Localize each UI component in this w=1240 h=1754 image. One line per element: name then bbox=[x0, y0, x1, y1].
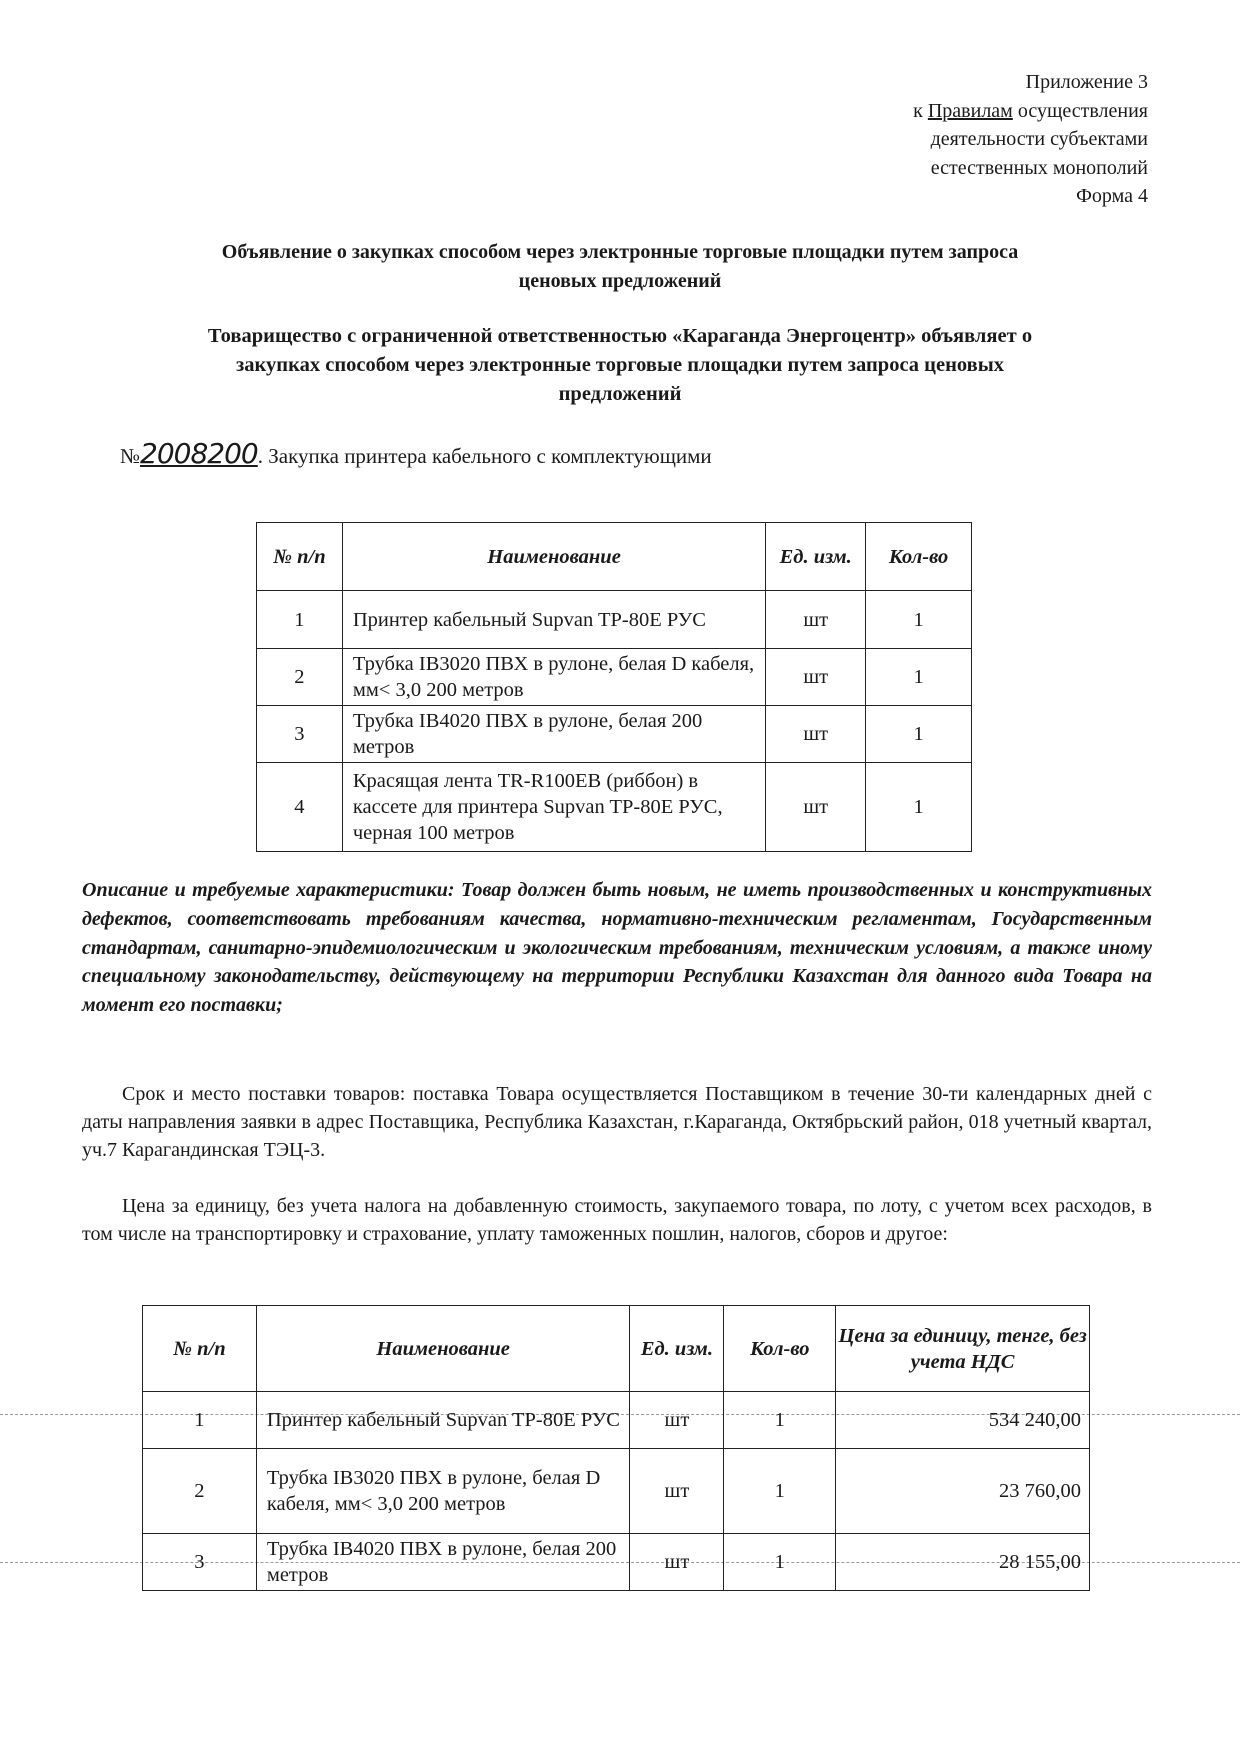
col-qty: Кол-во bbox=[866, 523, 972, 591]
table-header-row bbox=[143, 1306, 1090, 1392]
appendix-number: Приложение 3 bbox=[1025, 71, 1148, 93]
table-row: 3 Трубка IB4020 ПВХ в рулоне, белая 200 метров шт 1 28 155,00 bbox=[143, 1534, 1090, 1591]
document-title: Объявление о закупках способом через электронные торговые площадки путем запроса ценовых предложений bbox=[221, 241, 1019, 292]
table-row: 2 Трубка IB3020 ПВХ в рулоне, белая D кабеля, мм< 3,0 200 метров шт 1 23 760,00 bbox=[143, 1449, 1090, 1534]
announcement-text: Товарищество с ограниченной ответственностью «Караганда Энергоцентр» объявляет о закупках способом через электронные торговые площадки путем запроса ценовых предложений bbox=[207, 325, 1033, 405]
table-header-row bbox=[257, 523, 972, 591]
col-unit: Ед. изм. bbox=[766, 523, 866, 591]
appendix-rules-line: к Правилам осуществления bbox=[913, 99, 1148, 122]
table-row: 1 Принтер кабельный Supvan TP-80E РУС шт 1 bbox=[257, 591, 972, 649]
table-row: 1 Принтер кабельный Supvan TP-80E РУС шт 1 534 240,00 bbox=[143, 1392, 1090, 1449]
col-qty: Кол-во bbox=[724, 1306, 836, 1392]
price-intro: Цена за единицу, без учета налога на добавленную стоимость, закупаемого товара, по лоту, с учетом всех расходов, в том числе на транспортировку и страхование, уплату таможенных пошлин, налогов, сборов и другое: bbox=[82, 1195, 1152, 1245]
table-row: 4 Красящая лента TR-R100EB (риббон) в кассете для принтера Supvan TP-80E РУС, черная 100 метров шт 1 bbox=[257, 763, 972, 852]
appendix-line4: естественных монополий bbox=[930, 156, 1148, 179]
appendix-header bbox=[913, 68, 1148, 211]
procurement-number: 2008200 bbox=[140, 437, 258, 470]
price-table bbox=[142, 1305, 1090, 1591]
col-name: Наименование bbox=[256, 1306, 630, 1392]
appendix-line3: деятельности субъектами bbox=[930, 128, 1148, 150]
appendix-form: Форма 4 bbox=[1076, 185, 1148, 207]
col-unit: Ед. изм. bbox=[630, 1306, 724, 1392]
delivery-terms: Срок и место поставки товаров: поставка Товара осуществляется Поставщиком в течение 30-ти календарных дней с даты направления заявки в адрес Поставщика, Республика Казахстан, г.Караганда, Октябрьский район, 018 учетный квартал, уч.7 Карагандинская ТЭЦ-3. bbox=[82, 1083, 1152, 1161]
table-row: 3 Трубка IB4020 ПВХ в рулоне, белая 200 метров шт 1 bbox=[257, 706, 972, 763]
requirements-description: Описание и требуемые характеристики: Товар должен быть новым, не иметь производственных и конструктивных дефектов, соответствовать требованиям качества, нормативно-техническим регламентам, Государственным стандартам, санитарно-эпидемиологическим и экологическим требованиям, техническим условиям, а также иному специальному законодательству, действующему на территории Республики Казахстан для данного вида Товара на момент его поставки; bbox=[82, 879, 1152, 1017]
rules-link[interactable]: Правилам bbox=[927, 99, 1013, 122]
procurement-name: . Закупка принтера кабельного с комплектующими bbox=[257, 444, 712, 468]
table-row: 2 Трубка IB3020 ПВХ в рулоне, белая D кабеля, мм< 3,0 200 метров шт 1 bbox=[257, 649, 972, 706]
col-number: № п/п bbox=[143, 1306, 257, 1392]
col-price: Цена за единицу, тенге, без учета НДС bbox=[836, 1306, 1090, 1392]
procurement-line bbox=[120, 437, 712, 470]
col-number: № п/п bbox=[257, 523, 343, 591]
number-sign: № bbox=[120, 444, 141, 468]
col-name: Наименование bbox=[342, 523, 765, 591]
items-table bbox=[256, 522, 972, 852]
